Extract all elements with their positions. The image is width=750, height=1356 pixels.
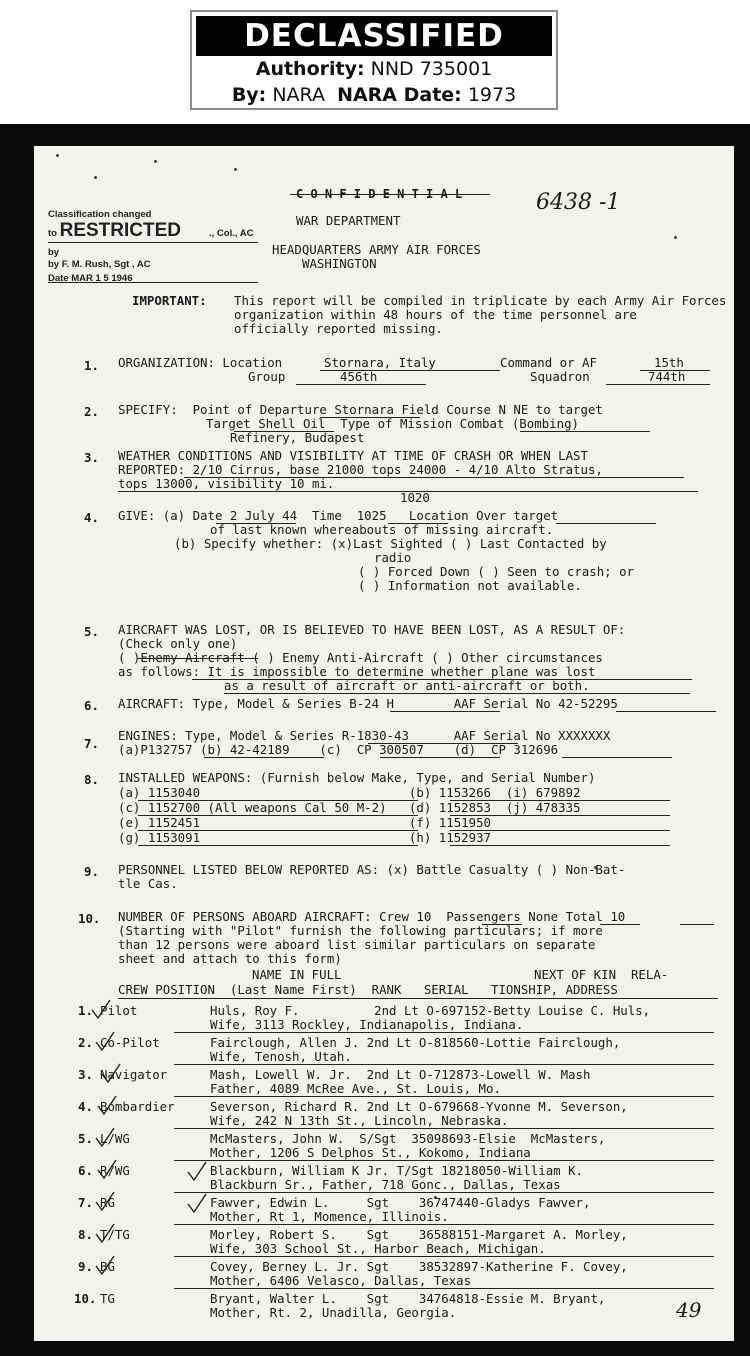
crew-line-1: Bryant, Walter L. Sgt 34764818-Essie M. Bryant,: [210, 1291, 606, 1306]
underline: [450, 800, 670, 801]
crew-line-1: Severson, Richard R. 2nd Lt O-679668-Yvonne M. Severson,: [210, 1099, 628, 1114]
s4-line-1: GIVE: (a) Date 2 July 44 Time 1025 Location Over target: [118, 508, 559, 523]
underline: [616, 711, 716, 712]
crew-header-columns: CREW POSITION (Last Name First) RANK SERIAL TIONSHIP, ADDRESS: [118, 982, 618, 997]
crew-line-2: Father, 4089 McRee Ave., St. Louis, Mo.: [210, 1081, 501, 1096]
section-9-number: 9.: [84, 864, 99, 879]
crew-position: Navigator: [100, 1067, 168, 1082]
s5-line-2: (Check only one): [118, 636, 238, 651]
s4-line-2: of last known whereabouts of missing aircraft.: [210, 522, 554, 537]
s8-row-3: (e) 1152451 (f) 1151950: [118, 815, 491, 830]
underline: [184, 477, 684, 478]
classification-col: ., Col., AC: [209, 228, 254, 239]
s5-line-1: AIRCRAFT WAS LOST, OR IS BELIEVED TO HAVE BEEN LOST, AS A RESULT OF:: [118, 622, 626, 637]
crew-line-1: Mash, Lowell W. Jr. 2nd Lt O-712873-Lowell W. Mash: [210, 1067, 591, 1082]
crew-position: Pilot: [100, 1003, 138, 1018]
underline: [174, 1192, 714, 1193]
underline: [390, 711, 500, 712]
underline: [174, 1160, 714, 1161]
crew-number: 10.: [74, 1291, 97, 1306]
stamp-rule: [48, 282, 258, 283]
s1-label: ORGANIZATION: Location: [118, 355, 283, 370]
crew-line-2: Wife, Tenosh, Utah.: [210, 1049, 352, 1064]
s2-line-1: SPECIFY: Point of Departure Stornara Field Course N NE to target: [118, 402, 603, 417]
s10-line-3: than 12 persons were aboard list similar particulars on separate: [118, 937, 596, 952]
s1-squadron: 744th: [648, 369, 686, 384]
classification-by2-rank: , Sgt , AC: [108, 259, 151, 270]
s8-row-4: (g) 1153091 (h) 1152937: [118, 830, 491, 845]
important-line-1: This report will be compiled in triplicate by each Army Air Forces: [234, 293, 727, 308]
confidential-strike: [290, 194, 490, 195]
crew-number: 8.: [78, 1227, 93, 1242]
crew-line-2: Mother, 1206 S Delphos St., Kokomo, Indiana: [210, 1145, 531, 1160]
stamp-by: [192, 82, 556, 108]
classification-date: Date MAR 1 5 1946: [48, 273, 133, 284]
header-department: WAR DEPARTMENT: [296, 213, 401, 228]
section-6-number: 6.: [84, 698, 99, 713]
s1-group: 456th: [340, 369, 378, 384]
header-location: WASHINGTON: [302, 256, 377, 271]
crew-header-kin: NEXT OF KIN RELA-: [534, 967, 669, 982]
stamp-authority: [192, 56, 556, 82]
crew-position: Bombardier: [100, 1099, 175, 1114]
speck: [154, 160, 157, 163]
underline: [296, 384, 426, 385]
s1-squadron-label: Squadron: [530, 369, 590, 384]
header-confidential: C O N F I D E N T I A L: [296, 187, 463, 201]
classification-by2-name: by F. M. Rush: [48, 259, 109, 270]
declassified-stamp: [190, 10, 558, 110]
crew-line-2: Mother, Rt. 2, Unadilla, Georgia.: [210, 1305, 457, 1320]
s4-line-6: ( ) Information not available.: [358, 578, 582, 593]
underline: [138, 800, 418, 801]
enemy-aircraft-strike: [138, 658, 258, 659]
crew-number: 1.: [78, 1003, 93, 1018]
s2-line-3: Refinery, Budapest: [230, 430, 365, 445]
crew-line-2: Mother, Rt 1, Momence, Illinois.: [210, 1209, 449, 1224]
classification-by2: [48, 258, 151, 272]
underline: [174, 1256, 714, 1257]
crew-line-2: Wife, 3113 Rockley, Indianapolis, Indiana.: [210, 1017, 524, 1032]
s4-time-above: 1020: [400, 490, 430, 505]
crew-line-2: Blackburn Sr., Father, 718 Gonc., Dallas, Texas: [210, 1177, 561, 1192]
s9-line-1: PERSONNEL LISTED BELOW REPORTED AS: (x) Battle Casualty ( ) Non-Bat-: [118, 862, 626, 877]
underline: [174, 1032, 714, 1033]
important-line-3: officially reported missing.: [234, 321, 443, 336]
underline: [562, 757, 672, 758]
underline: [138, 830, 418, 831]
speck: [674, 236, 677, 239]
underline: [174, 1288, 714, 1289]
underline: [450, 845, 670, 846]
crew-position: L/WG: [100, 1131, 130, 1146]
underline: [320, 417, 420, 418]
s3-line-3: tops 13000, visibility 10 mi.: [118, 476, 335, 491]
underline: [680, 924, 714, 925]
classification-restricted: RESTRICTED: [59, 220, 182, 241]
s5-line-5: as a result of aircraft or anti-aircraft or both.: [224, 678, 590, 693]
section-4-number: 4.: [84, 510, 99, 525]
s4-line-3: (b) Specify whether: (x)Last Sighted ( ) Last Contacted by: [174, 536, 607, 551]
classification-changed: Classification changed: [48, 209, 152, 220]
underline: [138, 815, 418, 816]
s5-line-4: as follows: It is impossible to determine whether plane was lost: [118, 664, 596, 679]
underline: [380, 757, 500, 758]
crew-line-1: Morley, Robert S. Sgt 36588151-Margaret A. Morley,: [210, 1227, 628, 1242]
classification-to-label: to: [48, 228, 57, 239]
s6-line-1: AIRCRAFT: Type, Model & Series B-24 H AAF Serial No 42-52295: [118, 696, 618, 711]
stamp-date-label: NARA Date:: [337, 84, 462, 106]
section-10-number: 10.: [78, 911, 101, 926]
underline: [174, 1096, 714, 1097]
underline: [174, 1128, 714, 1129]
underline: [450, 830, 670, 831]
crew-line-1: McMasters, John W. S/Sgt 35098693-Elsie McMasters,: [210, 1131, 606, 1146]
underline: [600, 924, 640, 925]
underline: [234, 431, 334, 432]
section-3-number: 3.: [84, 450, 99, 465]
underline: [174, 1224, 714, 1225]
crew-line-2: Wife, 242 N 13th St., Lincoln, Nebraska.: [210, 1113, 509, 1128]
s4-line-5: ( ) Forced Down ( ) Seen to crash; or: [358, 564, 635, 579]
crew-number: 6.: [78, 1163, 93, 1178]
s1-location: Stornara, Italy: [324, 355, 436, 370]
crew-header-name: NAME IN FULL: [252, 967, 342, 982]
crew-number: 9.: [78, 1259, 93, 1274]
crew-number: 4.: [78, 1099, 93, 1114]
speck: [56, 154, 59, 157]
underline: [520, 431, 650, 432]
section-1-number: 1.: [84, 358, 99, 373]
speck: [234, 168, 237, 171]
underline: [368, 743, 518, 744]
stamp-by-value: NARA: [272, 84, 325, 106]
stamp-authority-value: NND 735001: [370, 58, 493, 80]
crew-line-2: Mother, 6406 Velasco, Dallas, Texas: [210, 1273, 472, 1288]
underline: [606, 384, 710, 385]
underline: [204, 757, 324, 758]
s1-af: 15th: [654, 355, 684, 370]
s3-line-1: WEATHER CONDITIONS AND VISIBILITY AT TIME OF CRASH OR WHEN LAST: [118, 448, 588, 463]
header-hq: HEADQUARTERS ARMY AIR FORCES: [272, 242, 481, 257]
crew-position: R/WG: [100, 1163, 130, 1178]
underline: [224, 693, 690, 694]
document-page: [34, 146, 734, 1341]
crew-line-1: Fawver, Edwin L. Sgt 36747440-Gladys Fawver,: [210, 1195, 591, 1210]
s2-line-2: Target Shell Oil Type of Mission Combat (Bombing): [206, 416, 579, 431]
crew-number: 3.: [78, 1067, 93, 1082]
important-line-2: organization within 48 hours of the time personnel are: [234, 307, 637, 322]
underline: [216, 523, 296, 524]
page-number: 49: [676, 1298, 702, 1322]
crew-position: TG: [100, 1291, 115, 1306]
crew-line-1: Fairclough, Allen J. 2nd Lt O-818560-Lottie Fairclough,: [210, 1035, 621, 1050]
crew-position: BG: [100, 1259, 115, 1274]
crew-line-1: Blackburn, William K Jr. T/Sgt 18218050-William K.: [210, 1163, 583, 1178]
s7-line-1: ENGINES: Type, Model & Series R-1830-43 AAF Serial No XXXXXXX: [118, 728, 611, 743]
underline: [388, 523, 448, 524]
s5-line-3: ( )Enemy Aircraft ( ) Enemy Anti-Aircraft ( ) Other circumstances: [118, 650, 603, 665]
s9-line-2: tle Cas.: [118, 876, 178, 891]
section-5-number: 5.: [84, 624, 99, 639]
stamp-title: DECLASSIFIED: [196, 16, 552, 56]
underline: [118, 998, 718, 999]
section-2-number: 2.: [84, 404, 99, 419]
s1-command: Command or AF: [500, 355, 597, 370]
stamp-authority-label: Authority:: [255, 58, 365, 80]
underline: [556, 523, 656, 524]
underline: [192, 679, 692, 680]
crew-position: RG: [100, 1195, 115, 1210]
s7-line-2: (a)P132757 (b) 42-42189 (c) CP 300507 (d) CP 312696: [118, 742, 559, 757]
document-number: 6438 -1: [536, 190, 621, 215]
s1-group-label: Group: [248, 369, 286, 384]
crew-position: Co-Pilot: [100, 1035, 160, 1050]
check-marks: [88, 996, 208, 1316]
stamp-by-label: By:: [231, 84, 267, 106]
underline: [174, 1064, 714, 1065]
crew-number: 2.: [78, 1035, 93, 1050]
crew-number: 7.: [78, 1195, 93, 1210]
classification-to: [48, 220, 254, 241]
underline: [450, 815, 670, 816]
s10-line-2: (Starting with "Pilot" furnish the following particulars; if more: [118, 923, 603, 938]
s8-row-1: (a) 1153040 (b) 1153266 (i) 679892: [118, 785, 581, 800]
classification-by1: by: [48, 247, 60, 258]
stamp-date-value: 1973: [467, 84, 517, 106]
underline: [482, 924, 522, 925]
important-label: IMPORTANT:: [132, 293, 207, 308]
s8-line-1: INSTALLED WEAPONS: (Furnish below Make, Type, and Serial Number): [118, 770, 596, 785]
crew-position: T/TG: [100, 1227, 130, 1242]
crew-number: 5.: [78, 1131, 93, 1146]
s3-line-2: REPORTED: 2/10 Cirrus, base 21000 tops 24000 - 4/10 Alto Stratus,: [118, 462, 603, 477]
underline: [138, 845, 418, 846]
s8-row-2: (c) 1152700 (All weapons Cal 50 M-2) (d) 1152853 (j) 478335: [118, 800, 581, 815]
s4-line-4: radio: [374, 550, 412, 565]
s10-line-4: sheet and attach to this form): [118, 951, 342, 966]
crew-line-2: Wife, 303 School St., Harbor Beach, Michigan.: [210, 1241, 546, 1256]
stamp-rule: [48, 242, 258, 243]
crew-line-1: Covey, Berney L. Jr. Sgt 38532897-Katherine F. Covey,: [210, 1259, 628, 1274]
section-7-number: 7.: [84, 736, 99, 751]
s10-line-1: NUMBER OF PERSONS ABOARD AIRCRAFT: Crew 10 Passengers None Total 10: [118, 909, 626, 924]
speck: [94, 176, 97, 179]
section-8-number: 8.: [84, 772, 99, 787]
crew-line-1: Huls, Roy F. 2nd Lt O-697152-Betty Louise C. Huls,: [210, 1003, 651, 1018]
